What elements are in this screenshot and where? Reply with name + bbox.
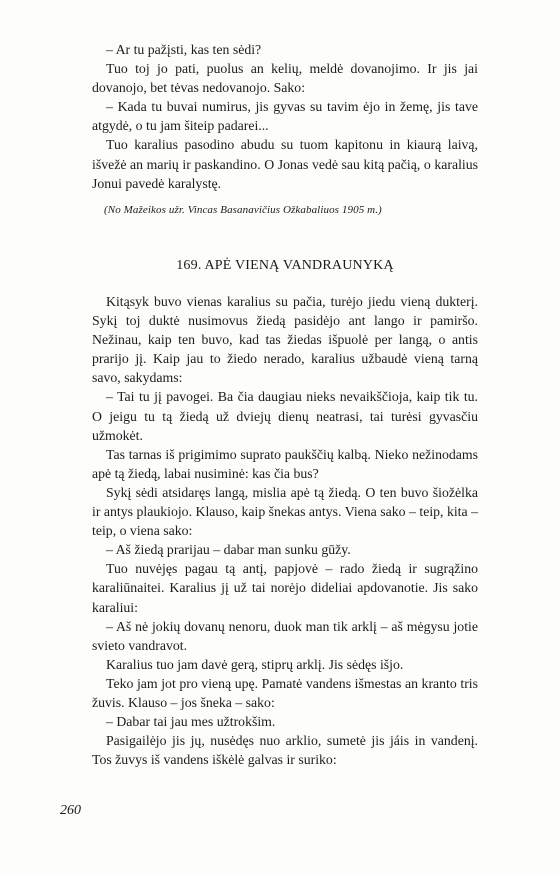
chapter-title: 169. APĖ VIENĄ VANDRAUNYKĄ xyxy=(176,258,394,273)
paragraph: Tuo nuvėjęs pagau tą antį, papjovė – rado žiedą ir sugrąžino karaliūnaitei. Karalius jį už tai norėjo dideliai apdovanotie. Jis sako karaliui: xyxy=(92,561,478,615)
paragraph: Tuo toj jo pati, puolus an kelių, meldė dovanojimo. Ir jis jai dovanojo, bet tėvas nedovanojo. Sako: xyxy=(92,61,478,96)
paragraph: – Aš nė jokių dovanų nenoru, duok man tik arklį – aš mėgysu jotie svieto vandravot. xyxy=(92,618,478,653)
paragraph: Tas tarnas iš prigimimo suprato paukščių kalbą. Nieko nežinodams apė tą žiedą, labai nusiminė: kas čia bus? xyxy=(92,446,478,481)
paragraph: – Tai tu jį pavogei. Ba čia daugiau nieks nevaikščioja, kaip tik tu. O jeigu tu tą žiedą už dviejų dienų neatrasi, tai turėsi gyvasčiu užmokėt. xyxy=(92,389,478,443)
paragraph: – Ar tu pažįsti, kas ten sėdi? xyxy=(106,42,262,57)
paragraph: Pasigailėjo jis jų, nusėdęs nuo arklio, sumetė jis jáis in vandenį. Tos žuvys iš vandens iškėlė galvas ir suriko: xyxy=(92,733,478,768)
paragraph: Karalius tuo jam davė gerą, stiprų arklį. Jis sėdęs išjo. xyxy=(106,656,404,672)
paragraph: Kitąsyk buvo vienas karalius su pačia, turėjo jiedu vieną dukterį. Sykį toj duktė nusimovus žiedą pasidėjo ant lango ir pamiršo. Nežinau, kaip ten buvo, kad tas žiedas išpuolė per langą, o antis prarijo jį. Kaip jau to žiedo nerado, karalius užbaudė vieną tarną savo, sakydams: xyxy=(92,294,478,386)
page-number: 260 xyxy=(60,803,81,818)
paragraph: Tuo karalius pasodino abudu su tuom kapitonu in kiaurą laivą, išvežė an marių ir paskandino. O Jonas vedė sau kitą pačią, o karalius Jonui pavedė karalystę. xyxy=(92,137,478,191)
paragraph: Teko jam jot pro vieną upę. Pamatė vandens išmestas an kranto tris žuvis. Klauso – jos šneka – sako: xyxy=(92,675,478,710)
story-body xyxy=(92,292,478,769)
paragraph: – Aš žiedą prarijau – dabar man sunku gūžy. xyxy=(106,542,351,558)
paragraph: – Kada tu buvai numirus, jis gyvas su tavim ėjo in žemę, jis tave atgydė, o tu jam šiteip padarei... xyxy=(92,99,478,134)
paragraph: – Dabar tai jau mes užtrokšim. xyxy=(106,714,276,730)
previous-story-ending xyxy=(92,40,478,193)
source-note: (No Mažeikos užr. Vincas Basanavičius Ožkabaliuos 1905 m.) xyxy=(104,204,382,216)
paragraph: Sykį sėdi atsidaręs langą, mislia apė tą žiedą. O ten buvo šiožėlka ir antys plaukiojo. Klauso, kaip šnekas antys. Viena sako – teip, kita – teip, o viena sako: xyxy=(92,484,478,539)
